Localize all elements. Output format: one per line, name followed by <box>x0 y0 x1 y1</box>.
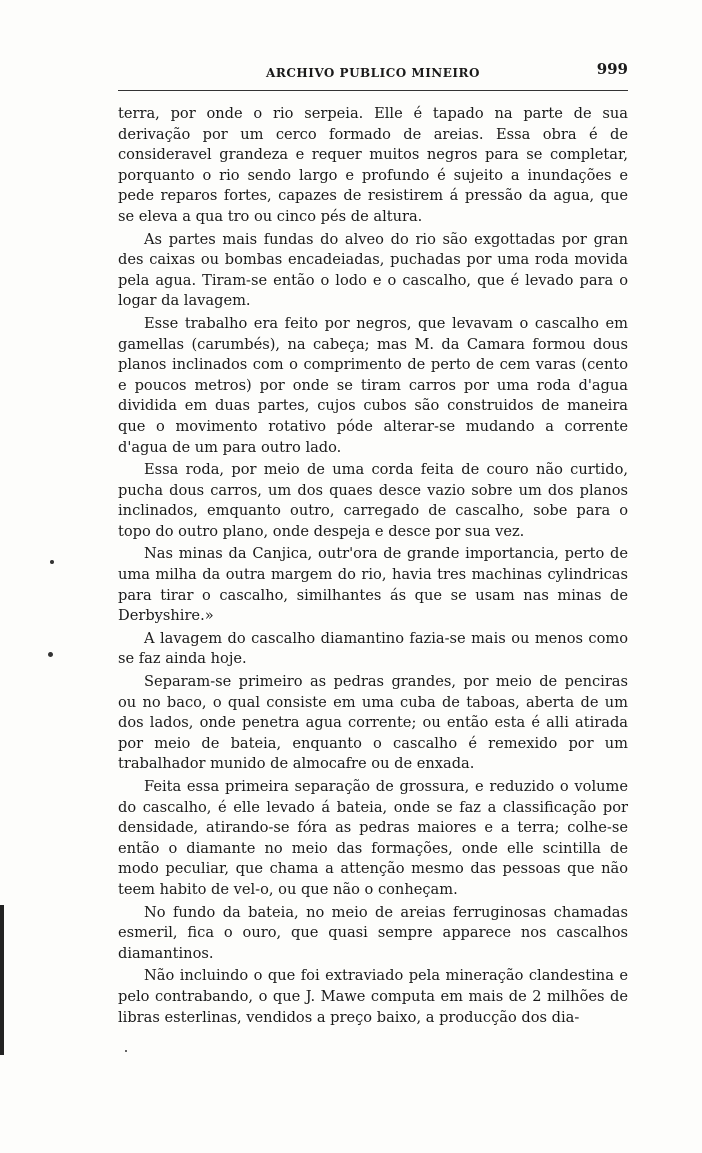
paragraph: Feita essa primeira separação de grossura, e reduzido o volume do cascalho, é elle levado á bateia, onde se faz a classificação por densidade, atirando-se fóra as pedras maiores e a terra; colhe-se então o diamante no meio das formações, onde elle scintilla de modo peculiar, que chama a attenção mesmo das pessoas que não teem habito de vel-o, ou que não o conheçam. <box>118 778 628 898</box>
paragraph: Essa roda, por meio de uma corda feita de couro não curtido, pucha dous carros, um dos quaes desce vazio sobre um dos planos inclinados, emquanto outro, carregado de cascalho, sobe para o topo do outro plano, onde despeja e desce por sua vez. <box>118 461 628 540</box>
body-text <box>118 104 628 1030</box>
paragraph: Não incluindo o que foi extraviado pela mineração clandestina e pelo contrabando, o que J. Mawe computa em mais de 2 milhões de libras esterlinas, vendidos a preço baixo, a producção dos dia- <box>118 967 628 1026</box>
paragraph: As partes mais fundas do alveo do rio são exgottadas por gran des caixas ou bombas encadeiadas, puchadas por uma roda movida pela agua. Tiram-se então o lodo e o cascalho, que é levado para o logar da lavagem. <box>118 230 628 310</box>
page-header <box>118 60 628 86</box>
running-title: ARCHIVO PUBLICO MINEIRO <box>266 66 480 80</box>
margin-speck <box>50 560 54 564</box>
margin-speck <box>48 652 53 657</box>
paragraph: A lavagem do cascalho diamantino fazia-se mais ou menos como se faz ainda hoje. <box>118 629 628 668</box>
page-number: 999 <box>596 60 628 78</box>
paragraph: Nas minas da Canjica, outr'ora de grande importancia, perto de uma milha da outra margem do rio, havia tres machinas cylindricas para tirar o cascalho, similhantes ás que se usam nas minas de Derbyshire.» <box>118 545 628 625</box>
paragraph: No fundo da bateia, no meio de areias ferruginosas chamadas esmeril, fica o ouro, que quasi sempre apparece nos cascalhos diamantinos. <box>118 903 628 962</box>
paragraph: terra, por onde o rio serpeia. Elle é tapado na parte de sua derivação por um cerco formado de areias. Essa obra é de consideravel grandeza e requer muitos negros para se completar, porquanto o rio sendo largo e profundo é sujeito a inundações e pede reparos fortes, capazes de resistirem á pressão da agua, que se eleva a qua tro ou cinco pés de altura. <box>118 105 628 225</box>
margin-speck <box>125 1050 127 1052</box>
paragraph: Esse trabalho era feito por negros, que levavam o cascalho em gamellas (carumbés), na cabeça; mas M. da Camara formou dous planos inclinados com o comprimento de perto de cem varas (cento e poucos metros) por onde se tiram carros por uma roda d'agua dividida em duas partes, cujos cubos são construidos de maneira que o movimento rotativo póde alterar-se mudando a corrente d'agua de um para outro lado. <box>118 314 628 456</box>
header-rule <box>118 90 628 91</box>
binding-edge-mark <box>0 905 4 1055</box>
paragraph: Separam-se primeiro as pedras grandes, por meio de penciras ou no baco, o qual consiste em uma cuba de taboas, aberta de um dos lados, onde penetra agua corrente; ou então esta é alli atirada por meio de bateia, enquanto o cascalho é remexido por um trabalhador munido de almocafre ou de enxada. <box>118 673 628 773</box>
